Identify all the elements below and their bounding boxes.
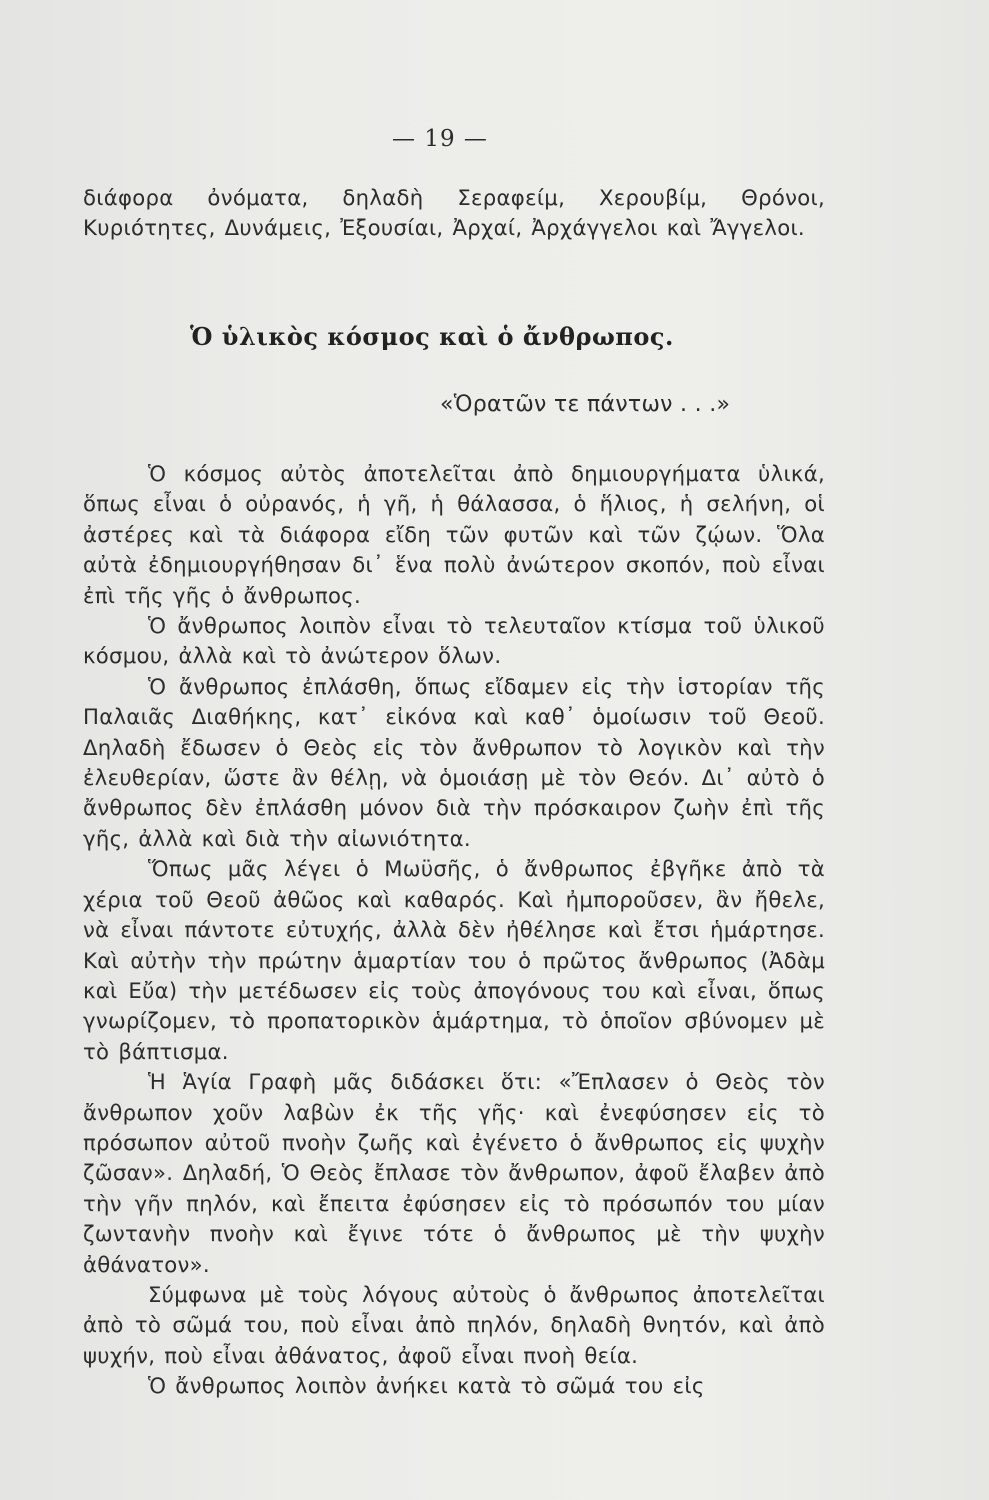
paragraph: Σύμφωνα μὲ τοὺς λόγους αὐτοὺς ὁ ἄνθρωπος ἀποτελεῖται ἀπὸ τὸ σῶμά του, ποὺ εἶναι ἀπὸ πηλόν, δηλαδὴ θνητόν, καὶ ἀπὸ ψυχήν, ποὺ εἶναι ἀθάνατος, ἀφοῦ εἶναι πνοὴ θεία. (83, 1281, 825, 1368)
paragraph: Ἡ Ἁγία Γραφὴ μᾶς διδάσκει ὅτι: «Ἔπλασεν ὁ Θεὸς τὸν ἄνθρωπον χοῦν λαβὼν ἐκ τῆς γῆς· καὶ ἐνεφύσησεν εἰς τὸ πρόσωπον αὐτοῦ πνοὴν ζωῆς καὶ ἐγένετο ὁ ἄνθρωπος εἰς ψυχὴν ζῶσαν». Δηλαδή, Ὁ Θεὸς ἔπλασε τὸν ἄνθρωπον, ἀφοῦ ἔλαβεν ἀπὸ τὴν γῆν πηλόν, καὶ ἔπειτα ἐφύσησεν εἰς τὸ πρόσωπόν του μίαν ζωντανὴν πνοὴν καὶ ἔγινε τότε ὁ ἄνθρωπος μὲ τὴν ψυχὴν ἀθάνατον». (83, 1069, 825, 1277)
epigraph: «Ὁρατῶν τε πάντων . . .» (440, 392, 731, 417)
section-heading: Ὁ ὑλικὸς κόσμος καὶ ὁ ἄνθρωπος. (190, 322, 674, 351)
page-number: — 19 — (392, 126, 488, 152)
paragraph: Ὅπως μᾶς λέγει ὁ Μωϋσῆς, ὁ ἄνθρωπος ἐβγῆκε ἀπὸ τὰ χέρια τοῦ Θεοῦ ἀθῶος καὶ καθαρός. Καὶ ἠμποροῦσεν, ἂν ἤθελε, νὰ εἶναι πάντοτε εὐτυχής, ἀλλὰ δὲν ἠθέλησε καὶ ἔτσι ἡμάρτησε. Καὶ αὐτὴν τὴν πρώτην ἁμαρτίαν του ὁ πρῶτος ἄνθρωπος (Ἀδὰμ καὶ Εὔα) τὴν μετέδωσεν εἰς τοὺς ἀπογόνους του καὶ εἶναι, ὅπως γνωρίζομεν, τὸ προπατορικὸν ἁμάρτημα, τὸ ὁποῖον σβύνομεν μὲ τὸ βάπτισμα. (83, 856, 825, 1064)
paragraph: Ὁ ἄνθρωπος λοιπὸν εἶναι τὸ τελευταῖον κτίσμα τοῦ ὑλικοῦ κόσμου, ἀλλὰ καὶ τὸ ἀνώτερον ὅλων. (83, 613, 825, 669)
intro-paragraph-block (83, 183, 825, 244)
intro-paragraph: διάφορα ὀνόματα, δηλαδὴ Σεραφείμ, Χερουβίμ, Θρόνοι, Κυριότητες, Δυνάμεις, Ἐξουσίαι, Ἀρχαί, Ἀρχάγγελοι καὶ Ἄγγελοι. (83, 185, 825, 241)
paragraph: Ὁ ἄνθρωπος ἐπλάσθη, ὅπως εἴδαμεν εἰς τὴν ἱστορίαν τῆς Παλαιᾶς Διαθήκης, κατ᾿ εἰκόνα καὶ καθ᾿ ὁμοίωσιν τοῦ Θεοῦ. Δηλαδὴ ἔδωσεν ὁ Θεὸς εἰς τὸν ἄνθρωπον τὸ λογικὸν καὶ τὴν ἐλευθερίαν, ὥστε ἂν θέλῃ, νὰ ὁμοιάσῃ μὲ τὸν Θεόν. Δι᾿ αὐτὸ ὁ ἄνθρωπος δὲν ἐπλάσθη μόνον διὰ τὴν πρόσκαιρον ζωὴν ἐπὶ τῆς γῆς, ἀλλὰ καὶ διὰ τὴν αἰωνιότητα. (83, 673, 825, 851)
paragraph: Ὁ κόσμος αὐτὸς ἀποτελεῖται ἀπὸ δημιουργήματα ὑλικά, ὅπως εἶναι ὁ οὐρανός, ἡ γῆ, ἡ θάλασσα, ὁ ἥλιος, ἡ σελήνη, οἱ ἀστέρες καὶ τὰ διάφορα εἴδη τῶν φυτῶν καὶ τῶν ζῴων. Ὅλα αὐτὰ ἐδημιουργήθησαν δι᾿ ἕνα πολὺ ἀνώτερον σκοπόν, ποὺ εἶναι ἐπὶ τῆς γῆς ὁ ἄνθρωπος. (83, 461, 825, 608)
body-text (83, 459, 825, 1402)
paragraph: Ὁ ἄνθρωπος λοιπὸν ἀνήκει κατὰ τὸ σῶμά του εἰς (148, 1373, 705, 1399)
